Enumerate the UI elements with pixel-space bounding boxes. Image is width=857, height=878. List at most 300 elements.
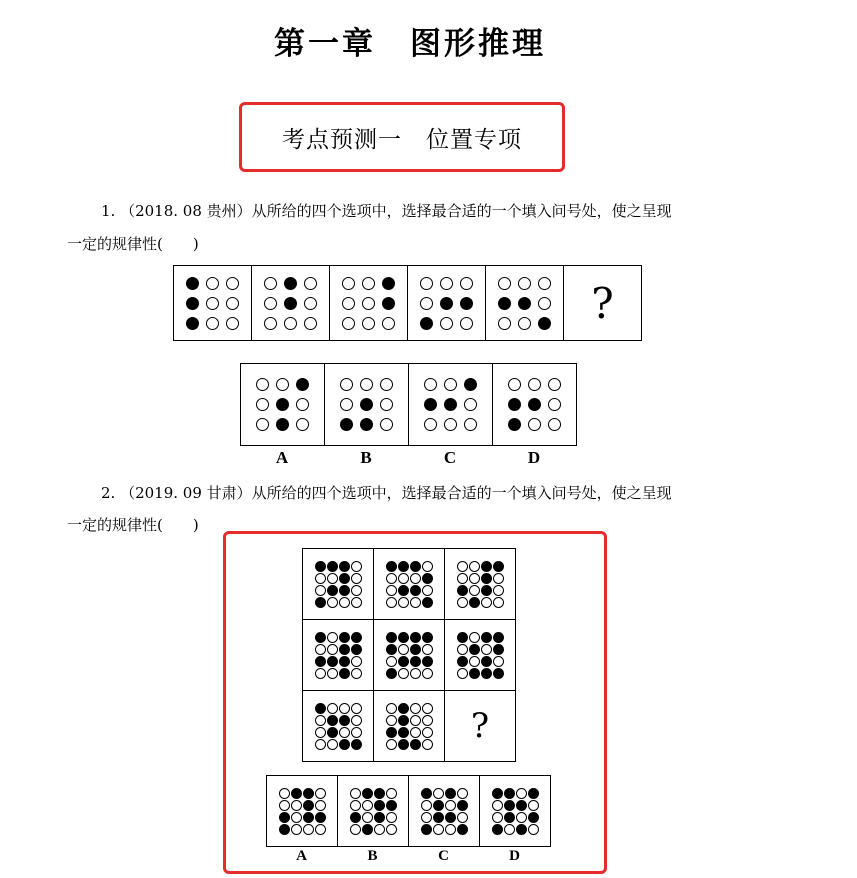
empty-circle (226, 317, 239, 330)
empty-circle (410, 668, 421, 679)
filled-circle (339, 585, 350, 596)
empty-circle (504, 824, 515, 835)
empty-circle (460, 317, 473, 330)
empty-circle (508, 378, 521, 391)
empty-circle (386, 739, 397, 750)
empty-circle (256, 378, 269, 391)
empty-circle (206, 277, 219, 290)
empty-circle (464, 418, 477, 431)
filled-circle (464, 378, 477, 391)
filled-circle (186, 277, 199, 290)
empty-circle (410, 727, 421, 738)
q1-option-label: D (527, 448, 541, 467)
filled-circle (360, 398, 373, 411)
q2-option-label: A (296, 848, 307, 864)
empty-circle (422, 739, 433, 750)
filled-circle (315, 632, 326, 643)
filled-circle (493, 632, 504, 643)
filled-circle (327, 727, 338, 738)
empty-circle (433, 824, 444, 835)
q2-option-b[interactable] (338, 775, 409, 847)
empty-circle (422, 585, 433, 596)
dot-grid (386, 703, 433, 750)
empty-circle (350, 824, 361, 835)
dot-grid (186, 277, 239, 330)
empty-circle (327, 668, 338, 679)
empty-circle (424, 378, 437, 391)
empty-circle (398, 573, 409, 584)
empty-circle (304, 317, 317, 330)
empty-circle (351, 573, 362, 584)
empty-circle (342, 317, 355, 330)
q2-matrix-cell (303, 691, 374, 762)
empty-circle (226, 277, 239, 290)
q1-option-a[interactable] (240, 363, 325, 446)
q2-option-a[interactable] (266, 775, 338, 847)
q1-option-b[interactable] (325, 363, 409, 446)
empty-circle (340, 398, 353, 411)
empty-circle (386, 788, 397, 799)
filled-circle (516, 824, 527, 835)
filled-circle (327, 585, 338, 596)
empty-circle (315, 668, 326, 679)
q1-option-label: B (360, 448, 372, 467)
filled-circle (457, 585, 468, 596)
empty-circle (380, 398, 393, 411)
filled-circle (351, 739, 362, 750)
empty-circle (538, 277, 551, 290)
filled-circle (276, 418, 289, 431)
filled-circle (398, 739, 409, 750)
filled-circle (303, 788, 314, 799)
filled-circle (481, 585, 492, 596)
dot-grid (279, 788, 326, 835)
empty-circle (279, 800, 290, 811)
filled-circle (339, 573, 350, 584)
empty-circle (264, 297, 277, 310)
empty-circle (481, 597, 492, 608)
filled-circle (481, 632, 492, 643)
empty-circle (493, 656, 504, 667)
empty-circle (469, 561, 480, 572)
empty-circle (315, 727, 326, 738)
q2-matrix (302, 548, 516, 762)
empty-circle (350, 800, 361, 811)
filled-circle (498, 297, 511, 310)
empty-circle (528, 378, 541, 391)
q1-sequence-row (173, 265, 642, 341)
filled-circle (186, 317, 199, 330)
q2-matrix-cell (303, 549, 374, 620)
filled-circle (362, 824, 373, 835)
filled-circle (386, 632, 397, 643)
empty-circle (548, 398, 561, 411)
empty-circle (386, 703, 397, 714)
dot-grid (492, 788, 539, 835)
filled-circle (481, 561, 492, 572)
filled-circle (398, 561, 409, 572)
empty-circle (380, 378, 393, 391)
q2-question-mark: ? (470, 706, 490, 746)
q1-option-label: A (275, 448, 289, 467)
filled-circle (421, 824, 432, 835)
empty-circle (481, 644, 492, 655)
empty-circle (492, 800, 503, 811)
filled-circle (410, 644, 421, 655)
filled-circle (350, 812, 361, 823)
empty-circle (528, 824, 539, 835)
filled-circle (433, 812, 444, 823)
empty-circle (493, 597, 504, 608)
filled-circle (528, 788, 539, 799)
section-title-box (239, 102, 565, 172)
empty-circle (264, 317, 277, 330)
filled-circle (504, 812, 515, 823)
empty-circle (410, 573, 421, 584)
filled-circle (339, 561, 350, 572)
filled-circle (382, 277, 395, 290)
q1-question-mark: ? (591, 278, 614, 328)
empty-circle (351, 727, 362, 738)
filled-circle (516, 800, 527, 811)
empty-circle (327, 739, 338, 750)
filled-circle (374, 800, 385, 811)
empty-circle (362, 297, 375, 310)
empty-circle (469, 573, 480, 584)
empty-circle (339, 597, 350, 608)
empty-circle (457, 812, 468, 823)
filled-circle (382, 297, 395, 310)
empty-circle (464, 398, 477, 411)
filled-circle (339, 632, 350, 643)
empty-circle (386, 656, 397, 667)
empty-circle (548, 378, 561, 391)
empty-circle (362, 812, 373, 823)
filled-circle (284, 297, 297, 310)
empty-circle (351, 715, 362, 726)
filled-circle (315, 703, 326, 714)
filled-circle (374, 812, 385, 823)
q1-sequence-cell (252, 265, 330, 341)
empty-circle (457, 573, 468, 584)
empty-circle (457, 597, 468, 608)
filled-circle (303, 812, 314, 823)
dot-grid (342, 277, 395, 330)
empty-circle (469, 632, 480, 643)
empty-circle (327, 644, 338, 655)
empty-circle (386, 812, 397, 823)
empty-circle (315, 739, 326, 750)
filled-circle (303, 800, 314, 811)
q2-option-c[interactable] (409, 775, 480, 847)
filled-circle (422, 656, 433, 667)
q1-sequence-cell (173, 265, 252, 341)
empty-circle (296, 418, 309, 431)
filled-circle (469, 644, 480, 655)
filled-circle (327, 561, 338, 572)
empty-circle (226, 297, 239, 310)
filled-circle (410, 656, 421, 667)
q2-options-row (266, 775, 551, 847)
empty-circle (340, 378, 353, 391)
filled-circle (481, 656, 492, 667)
filled-circle (422, 597, 433, 608)
empty-circle (327, 703, 338, 714)
empty-circle (315, 585, 326, 596)
q2-text-line2: 一定的规律性( ) (67, 516, 199, 534)
filled-circle (327, 656, 338, 667)
empty-circle (516, 788, 527, 799)
empty-circle (516, 812, 527, 823)
filled-circle (469, 597, 480, 608)
empty-circle (444, 378, 457, 391)
q2-matrix-cell (303, 620, 374, 691)
dot-grid (256, 378, 309, 431)
empty-circle (362, 277, 375, 290)
dot-grid (457, 561, 504, 608)
q2-option-label: D (509, 848, 520, 864)
filled-circle (351, 632, 362, 643)
q1-question-cell (564, 265, 642, 341)
empty-circle (339, 727, 350, 738)
filled-circle (386, 644, 397, 655)
empty-circle (351, 703, 362, 714)
empty-circle (327, 573, 338, 584)
filled-circle (327, 715, 338, 726)
empty-circle (528, 418, 541, 431)
dot-grid (264, 277, 317, 330)
empty-circle (492, 812, 503, 823)
empty-circle (264, 277, 277, 290)
q1-sequence-cell (486, 265, 564, 341)
filled-circle (351, 644, 362, 655)
empty-circle (386, 715, 397, 726)
filled-circle (460, 297, 473, 310)
empty-circle (493, 573, 504, 584)
filled-circle (398, 703, 409, 714)
empty-circle (382, 317, 395, 330)
dot-grid (315, 703, 362, 750)
empty-circle (410, 597, 421, 608)
empty-circle (422, 561, 433, 572)
empty-circle (440, 317, 453, 330)
empty-circle (315, 573, 326, 584)
filled-circle (528, 398, 541, 411)
chapter-title: 第一章 图形推理 (274, 26, 546, 62)
q1-sequence-cell (408, 265, 486, 341)
q1-options-row (240, 363, 577, 446)
empty-circle (350, 788, 361, 799)
filled-circle (315, 561, 326, 572)
empty-circle (315, 715, 326, 726)
empty-circle (327, 632, 338, 643)
filled-circle (386, 561, 397, 572)
empty-circle (351, 597, 362, 608)
filled-circle (410, 585, 421, 596)
empty-circle (327, 597, 338, 608)
empty-circle (457, 644, 468, 655)
q1-option-d[interactable] (493, 363, 577, 446)
dot-grid (386, 632, 433, 679)
filled-circle (440, 297, 453, 310)
q2-matrix-cell (374, 620, 445, 691)
q2-matrix-cell (445, 620, 516, 691)
filled-circle (398, 632, 409, 643)
filled-circle (339, 739, 350, 750)
empty-circle (315, 800, 326, 811)
dot-grid (315, 632, 362, 679)
empty-circle (291, 800, 302, 811)
filled-circle (284, 277, 297, 290)
empty-circle (315, 788, 326, 799)
filled-circle (410, 561, 421, 572)
q2-option-label: C (438, 848, 449, 864)
filled-circle (421, 788, 432, 799)
empty-circle (460, 277, 473, 290)
empty-circle (351, 668, 362, 679)
empty-circle (386, 573, 397, 584)
filled-circle (504, 800, 515, 811)
q1-option-label: C (443, 448, 457, 467)
empty-circle (351, 561, 362, 572)
q2-option-labels (266, 848, 552, 872)
filled-circle (339, 715, 350, 726)
filled-circle (398, 656, 409, 667)
filled-circle (398, 585, 409, 596)
dot-grid (457, 632, 504, 679)
filled-circle (538, 317, 551, 330)
filled-circle (410, 739, 421, 750)
empty-circle (351, 656, 362, 667)
empty-circle (296, 398, 309, 411)
empty-circle (304, 297, 317, 310)
q2-option-d[interactable] (480, 775, 551, 847)
filled-circle (374, 788, 385, 799)
empty-circle (422, 644, 433, 655)
empty-circle (206, 317, 219, 330)
empty-circle (362, 800, 373, 811)
empty-circle (342, 297, 355, 310)
empty-circle (469, 585, 480, 596)
empty-circle (380, 418, 393, 431)
filled-circle (518, 297, 531, 310)
filled-circle (422, 573, 433, 584)
filled-circle (398, 715, 409, 726)
dot-grid (350, 788, 397, 835)
empty-circle (386, 597, 397, 608)
q1-text-line1: 1. （2018. 08 贵州）从所给的四个选项中，选择最合适的一个填入问号处，使之呈现 (101, 202, 672, 220)
filled-circle (492, 824, 503, 835)
empty-circle (421, 800, 432, 811)
empty-circle (422, 727, 433, 738)
filled-circle (360, 418, 373, 431)
empty-circle (445, 800, 456, 811)
empty-circle (422, 668, 433, 679)
filled-circle (340, 418, 353, 431)
empty-circle (422, 703, 433, 714)
empty-circle (518, 277, 531, 290)
empty-circle (422, 715, 433, 726)
filled-circle (296, 378, 309, 391)
filled-circle (339, 656, 350, 667)
filled-circle (457, 656, 468, 667)
empty-circle (276, 378, 289, 391)
filled-circle (493, 644, 504, 655)
q2-option-label: B (367, 848, 378, 864)
empty-circle (386, 824, 397, 835)
empty-circle (410, 703, 421, 714)
dot-grid (421, 788, 468, 835)
empty-circle (457, 561, 468, 572)
filled-circle (362, 788, 373, 799)
empty-circle (303, 824, 314, 835)
q2-matrix-cell (445, 549, 516, 620)
filled-circle (504, 788, 515, 799)
filled-circle (445, 788, 456, 799)
filled-circle (339, 668, 350, 679)
filled-circle (291, 788, 302, 799)
filled-circle (508, 398, 521, 411)
filled-circle (279, 824, 290, 835)
empty-circle (421, 812, 432, 823)
empty-circle (291, 812, 302, 823)
empty-circle (374, 824, 385, 835)
dot-grid (424, 378, 477, 431)
filled-circle (420, 317, 433, 330)
empty-circle (493, 585, 504, 596)
filled-circle (481, 668, 492, 679)
q2-matrix-cell (374, 691, 445, 762)
filled-circle (445, 812, 456, 823)
q1-sequence-cell (330, 265, 408, 341)
empty-circle (420, 297, 433, 310)
empty-circle (362, 317, 375, 330)
empty-circle (498, 277, 511, 290)
filled-circle (386, 668, 397, 679)
filled-circle (410, 632, 421, 643)
filled-circle (386, 727, 397, 738)
empty-circle (279, 788, 290, 799)
empty-circle (433, 788, 444, 799)
filled-circle (444, 398, 457, 411)
empty-circle (304, 277, 317, 290)
empty-circle (315, 824, 326, 835)
filled-circle (315, 656, 326, 667)
filled-circle (276, 398, 289, 411)
filled-circle (424, 398, 437, 411)
filled-circle (528, 812, 539, 823)
dot-grid (420, 277, 473, 330)
empty-circle (398, 644, 409, 655)
q1-option-c[interactable] (409, 363, 493, 446)
filled-circle (493, 668, 504, 679)
section-title: 考点预测一 位置专项 (282, 126, 522, 153)
empty-circle (351, 585, 362, 596)
empty-circle (360, 378, 373, 391)
empty-circle (518, 317, 531, 330)
filled-circle (469, 668, 480, 679)
empty-circle (386, 585, 397, 596)
filled-circle (186, 297, 199, 310)
filled-circle (457, 824, 468, 835)
empty-circle (528, 800, 539, 811)
dot-grid (340, 378, 393, 431)
q1-option-labels (240, 448, 577, 472)
empty-circle (424, 418, 437, 431)
filled-circle (398, 727, 409, 738)
empty-circle (538, 297, 551, 310)
empty-circle (410, 715, 421, 726)
